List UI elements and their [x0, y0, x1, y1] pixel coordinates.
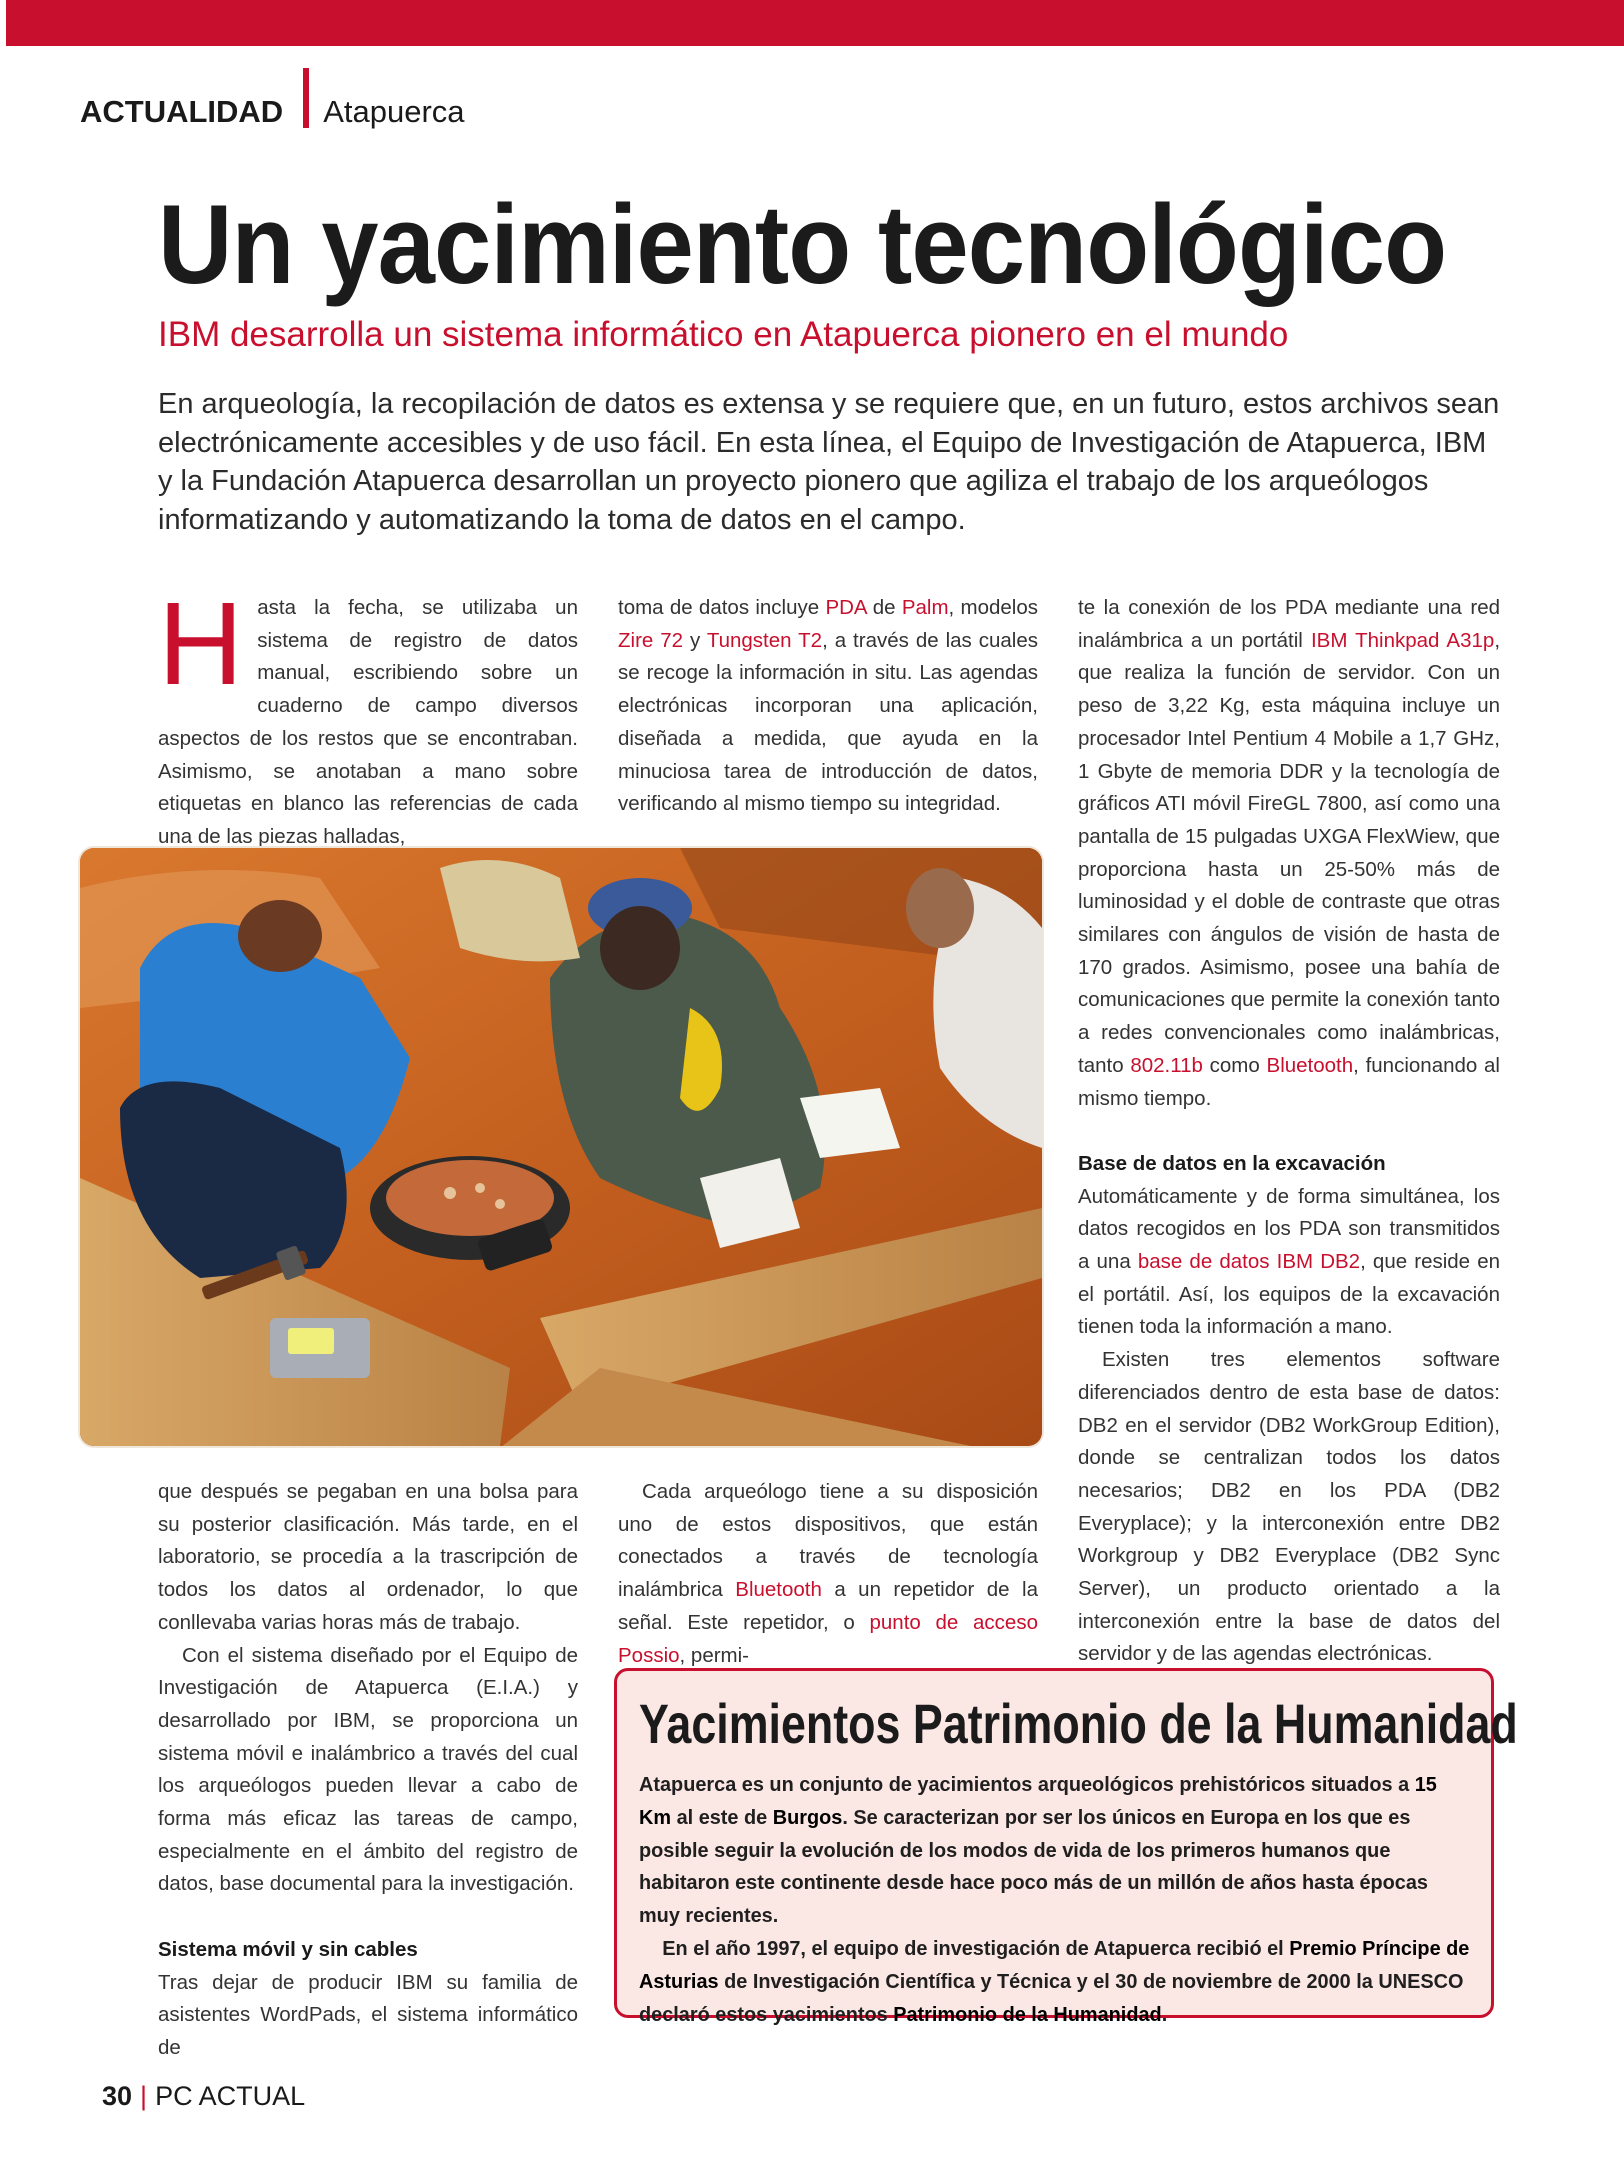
body-paragraph: Existen tres elementos software diferenciados dentro de esta base de datos: DB2 en el servidor (DB2 WorkGroup Edition), donde se centralizan todos los datos necesarios; DB2 en los PDA (DB2 Everyplace); y la interconexión entre DB2 Workgroup y DB2 Everyplace (DB2 Sync Server), un producto orientado a la interconexión entre la base de datos del servidor y de las agendas electrónicas. [1078, 1348, 1500, 1666]
drop-cap: H [158, 578, 244, 710]
article-title: Un yacimiento tecnológico [158, 182, 1447, 307]
link-palm[interactable]: Palm [901, 596, 949, 619]
page-footer [102, 2080, 305, 2112]
body-text: , que reside en el portátil. Así, los equipos de la excavación tienen toda la información a mano. [1078, 1250, 1501, 1339]
link-ibm-thinkpad[interactable]: IBM Thinkpad A31p [1310, 628, 1495, 652]
sidebar-box [614, 1668, 1518, 2026]
sidebar-emphasis: Burgos [772, 1805, 843, 1829]
column-1-top [158, 578, 578, 854]
section-divider [303, 68, 309, 128]
excavation-photo [80, 848, 1042, 1446]
sidebar-body: . [1161, 2002, 1168, 2026]
sidebar-body: de Investigación Científica y Técnica y el 30 de noviembre de 2000 la UNESCO declaró estos yacimientos [639, 1969, 1464, 2026]
link-possio[interactable]: punto de acceso Possio [618, 1610, 1038, 1667]
subhead-base-datos: Base de datos en la excavación [1078, 1151, 1386, 1175]
body-text: a un repetidor de la señal. Este repetidor, o [618, 1578, 1038, 1634]
body-paragraph: Con el sistema diseñado por el Equipo de Investigación de Atapuerca (E.I.A.) y desarrollado por IBM, se proporciona un sistema móvil e inalámbrico a través del cual los arqueólogos pueden llevar a cabo de forma más eficaz las tareas de campo, especialmente en el ámbito del registro de datos, base documental para la investigación. [158, 1643, 578, 1896]
subhead-sistema-movil: Sistema móvil y sin cables [158, 1937, 418, 1961]
body-text: , a través de las cuales se recoge la información in situ. Las agendas electrónicas incorporan una aplicación, diseñada a medida, que ayuda en la minuciosa tarea de introducción de datos, verificando al mismo tiempo su integridad. [618, 628, 1038, 816]
sidebar-text [639, 1769, 1473, 2031]
link-tungsten-t2[interactable]: Tungsten T2 [706, 628, 823, 652]
footer-separator: | [140, 2081, 148, 2111]
body-text: de [866, 596, 902, 619]
sidebar-body: . Se caracterizan por ser los únicos en Europa en los que es posible seguir la evolución de los modos de vida de los primeros humanos que habitaron este continente desde hace poco más de un millón de años hasta épocas muy recientes. [639, 1805, 1428, 1928]
body-text: y [683, 628, 707, 652]
column-1-bottom [158, 1476, 578, 2065]
sidebar-emphasis: 15 Km [639, 1773, 1437, 1829]
link-80211b[interactable]: 802.11b [1130, 1053, 1203, 1077]
col1-top-text: asta la fecha, se utilizaba un sistema de registro de datos manual, escribiendo sobre un cuaderno de campo diversos aspectos de los restos que se encontraban. Asimismo, se anotaban a mano sobre etiquetas en blanco las referencias de cada una de las piezas halladas, [158, 596, 578, 848]
body-text: como [1202, 1053, 1267, 1077]
body-text: te la conexión de los PDA mediante una red inalámbrica a un portátil [1078, 596, 1500, 652]
column-2-bottom [618, 1476, 1038, 1672]
section-label [80, 76, 465, 136]
link-db2[interactable]: base de datos IBM DB2 [1137, 1250, 1361, 1274]
sidebar-emphasis: Premio Príncipe de Asturias [639, 1936, 1470, 1993]
column-2-top [618, 592, 1038, 821]
link-zire-72[interactable]: Zire 72 [618, 628, 684, 652]
link-bluetooth[interactable]: Bluetooth [735, 1578, 822, 1602]
article-lead: En arqueología, la recopilación de datos es extensa y se requiere que, en un futuro, estos archivos sean electrónicamente accesibles y de uso fácil. En esta línea, el Equipo de Investigación de Atapuerca, IBM y la Fundación Atapuerca desarrollan un proyecto pionero que agiliza el trabajo de los arqueólogos informatizando y automatizando la toma de datos en el campo. [158, 388, 1500, 536]
body-text: toma de datos incluye [618, 596, 826, 619]
section-topic: Atapuerca [323, 94, 465, 129]
body-text: , permi- [679, 1643, 750, 1667]
sidebar-title: Yacimientos Patrimonio de la Humanidad [639, 1692, 1518, 1755]
sidebar-body: En el año 1997, el equipo de investigación de Atapuerca recibió el [662, 1936, 1290, 1960]
body-text: , modelos [948, 596, 1038, 619]
article-subtitle: IBM desarrolla un sistema informático en Atapuerca pionero en el mundo [158, 315, 1289, 354]
body-text: , que realiza la función de servidor. Con un peso de 3,22 Kg, esta máquina incluye un procesador Intel Pentium 4 Mobile a 1,7 GHz, 1 Gbyte de memoria DDR y la tecnología de gráficos ATI móvil FireGL 7800, así como una pantalla de 15 pulgadas UXGA FlexWiew, que proporciona hasta un 25-50% más de luminosidad y el doble de contraste que otras similares con ángulos de visión de hasta de 170 grados. Asimismo, posee una bahía de comunicaciones que permite la conexión tanto a redes convencionales como inalámbricas, tanto [1078, 628, 1501, 1077]
sidebar-emphasis: Patrimonio de la Humanidad [893, 2002, 1162, 2026]
link-pda[interactable]: PDA [825, 596, 867, 619]
page-number: 30 [102, 2081, 133, 2111]
magazine-name: PC ACTUAL [155, 2081, 306, 2111]
link-bluetooth[interactable]: Bluetooth [1266, 1053, 1354, 1077]
top-accent-bar [6, 0, 1624, 46]
body-paragraph: que después se pegaban en una bolsa para su posterior clasificación. Más tarde, en el laboratorio, se procedía a la trascripción de todos los datos al ordenador, lo que conllevaba varias horas más de trabajo. [158, 1480, 578, 1634]
section-name: ACTUALIDAD [80, 94, 284, 129]
body-text: , funcionando al mismo tiempo. [1078, 1053, 1500, 1110]
body-text: Automáticamente y de forma simultánea, los datos recogidos en los PDA son transmitidos a una [1078, 1184, 1500, 1274]
body-text: Cada arqueólogo tiene a su disposición uno de estos dispositivos, que están conectados a través de tecnología inalámbrica [618, 1480, 1038, 1602]
body-paragraph: Tras dejar de producir IBM su familia de asistentes WordPads, el sistema informático de [158, 1970, 578, 2059]
column-3 [1078, 592, 1500, 1671]
sidebar-body: al este de [671, 1805, 773, 1829]
sidebar-body: Atapuerca es un conjunto de yacimientos arqueológicos prehistóricos situados a [639, 1773, 1415, 1796]
